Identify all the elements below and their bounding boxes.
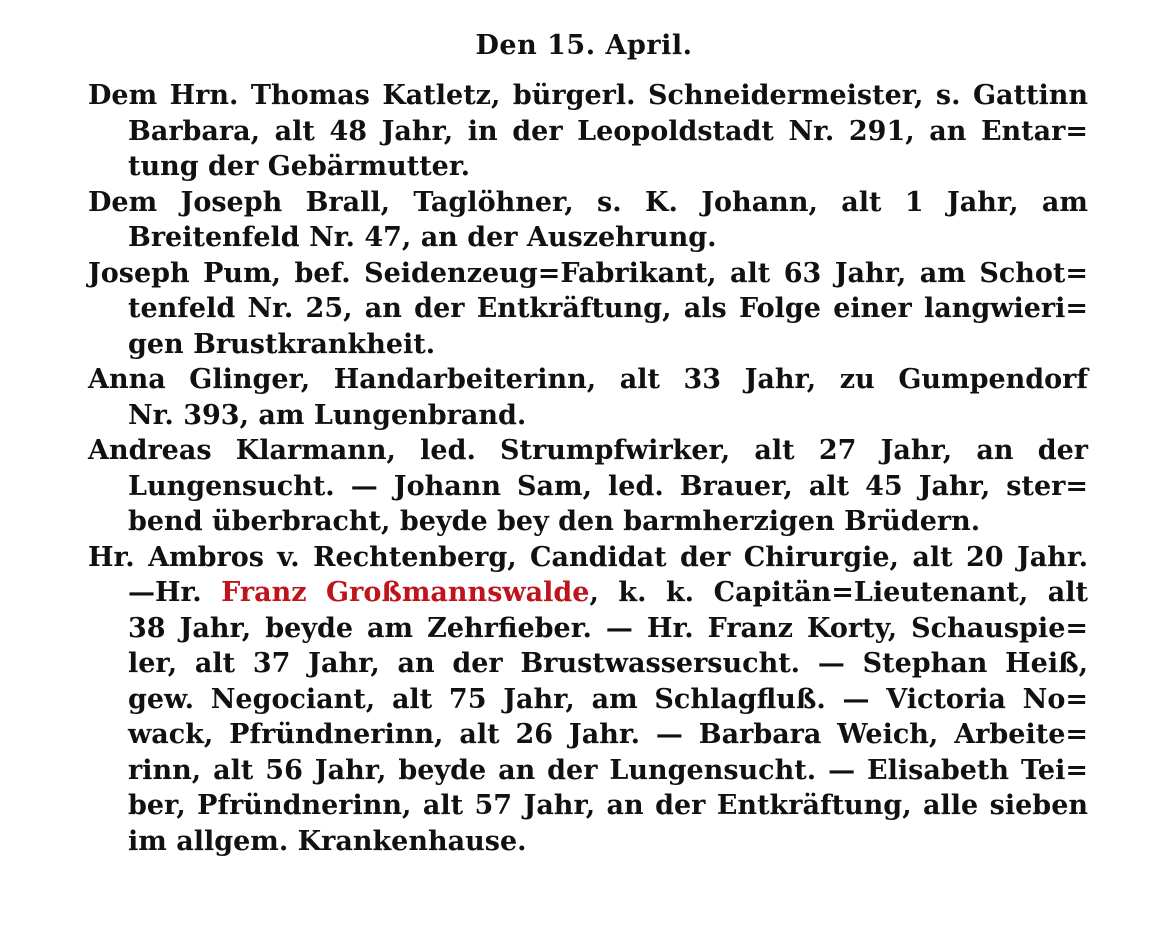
entry-line: Nr. 393, am Lungenbrand. (128, 399, 527, 431)
entry-line: tung der Gebärmutter. (128, 151, 470, 182)
entry-line: ler, alt 37 Jahr, an der Brustwassersucht. — Stephan Heiß, (128, 648, 1088, 679)
death-notice-entry (88, 433, 1088, 540)
entry-line: Barbara, alt 48 Jahr, in der Leopoldstadt Nr. 291, an Entar= (128, 115, 1088, 147)
highlighted-name: Franz Großmannswalde (221, 577, 590, 608)
entry-line: rinn, alt 56 Jahr, beyde an der Lungensucht. — Elisabeth Tei= (128, 754, 1088, 786)
entry-line: bend überbracht, beyde bey den barmherzigen Brüdern. (128, 506, 981, 537)
entry-line: Hr. Ambros v. Rechtenberg, Candidat der Chirurgie, alt 20 Jahr. (88, 541, 1088, 573)
entry-line: Lungensucht. — Johann Sam, led. Brauer, alt 45 Jahr, ster= (128, 470, 1088, 502)
entry-line: Anna Glinger, Handarbeiterinn, alt 33 Jahr, zu Gumpendorf (88, 364, 1088, 395)
line-suffix: , k. k. Capitän=Lieutenant, alt (589, 577, 1088, 608)
entry-line: Breitenfeld Nr. 47, an der Auszehrung. (128, 222, 717, 253)
date-heading: Den 15. April. (475, 30, 693, 61)
entry-line: Joseph Pum, bef. Seidenzeug=Fabrikant, alt 63 Jahr, am Schot= (88, 257, 1088, 289)
death-notice-entry (88, 185, 1088, 256)
entry-line: 38 Jahr, beyde am Zehrfieber. — Hr. Franz Korty, Schauspie= (128, 612, 1088, 644)
death-notice-entry (88, 78, 1088, 185)
entry-line: wack, Pfründnerinn, alt 26 Jahr. — Barbara Weich, Arbeite= (128, 719, 1088, 750)
death-notice-entry (88, 362, 1088, 433)
line-prefix: —Hr. (128, 577, 222, 608)
death-notice-list (88, 78, 1088, 859)
death-notice-entry-hospital (88, 540, 1088, 860)
entry-line: Dem Joseph Brall, Taglöhner, s. K. Johann, alt 1 Jahr, am (88, 186, 1088, 218)
entry-line: gen Brustkrankheit. (128, 328, 436, 360)
entry-line: tenfeld Nr. 25, an der Entkräftung, als Folge einer langwieri= (128, 293, 1088, 324)
entry-line: ber, Pfründnerinn, alt 57 Jahr, an der Entkräftung, alle sieben (128, 790, 1088, 821)
entry-line: gew. Negociant, alt 75 Jahr, am Schlagfluß. — Victoria No= (128, 683, 1088, 715)
entry-line: im allgem. Krankenhause. (128, 825, 527, 857)
death-notice-entry (88, 256, 1088, 363)
entry-line: Dem Hrn. Thomas Katletz, bürgerl. Schneidermeister, s. Gattinn (88, 80, 1088, 111)
entry-line-highlighted (128, 575, 1088, 611)
entry-line: Andreas Klarmann, led. Strumpfwirker, alt 27 Jahr, an der (88, 435, 1088, 466)
